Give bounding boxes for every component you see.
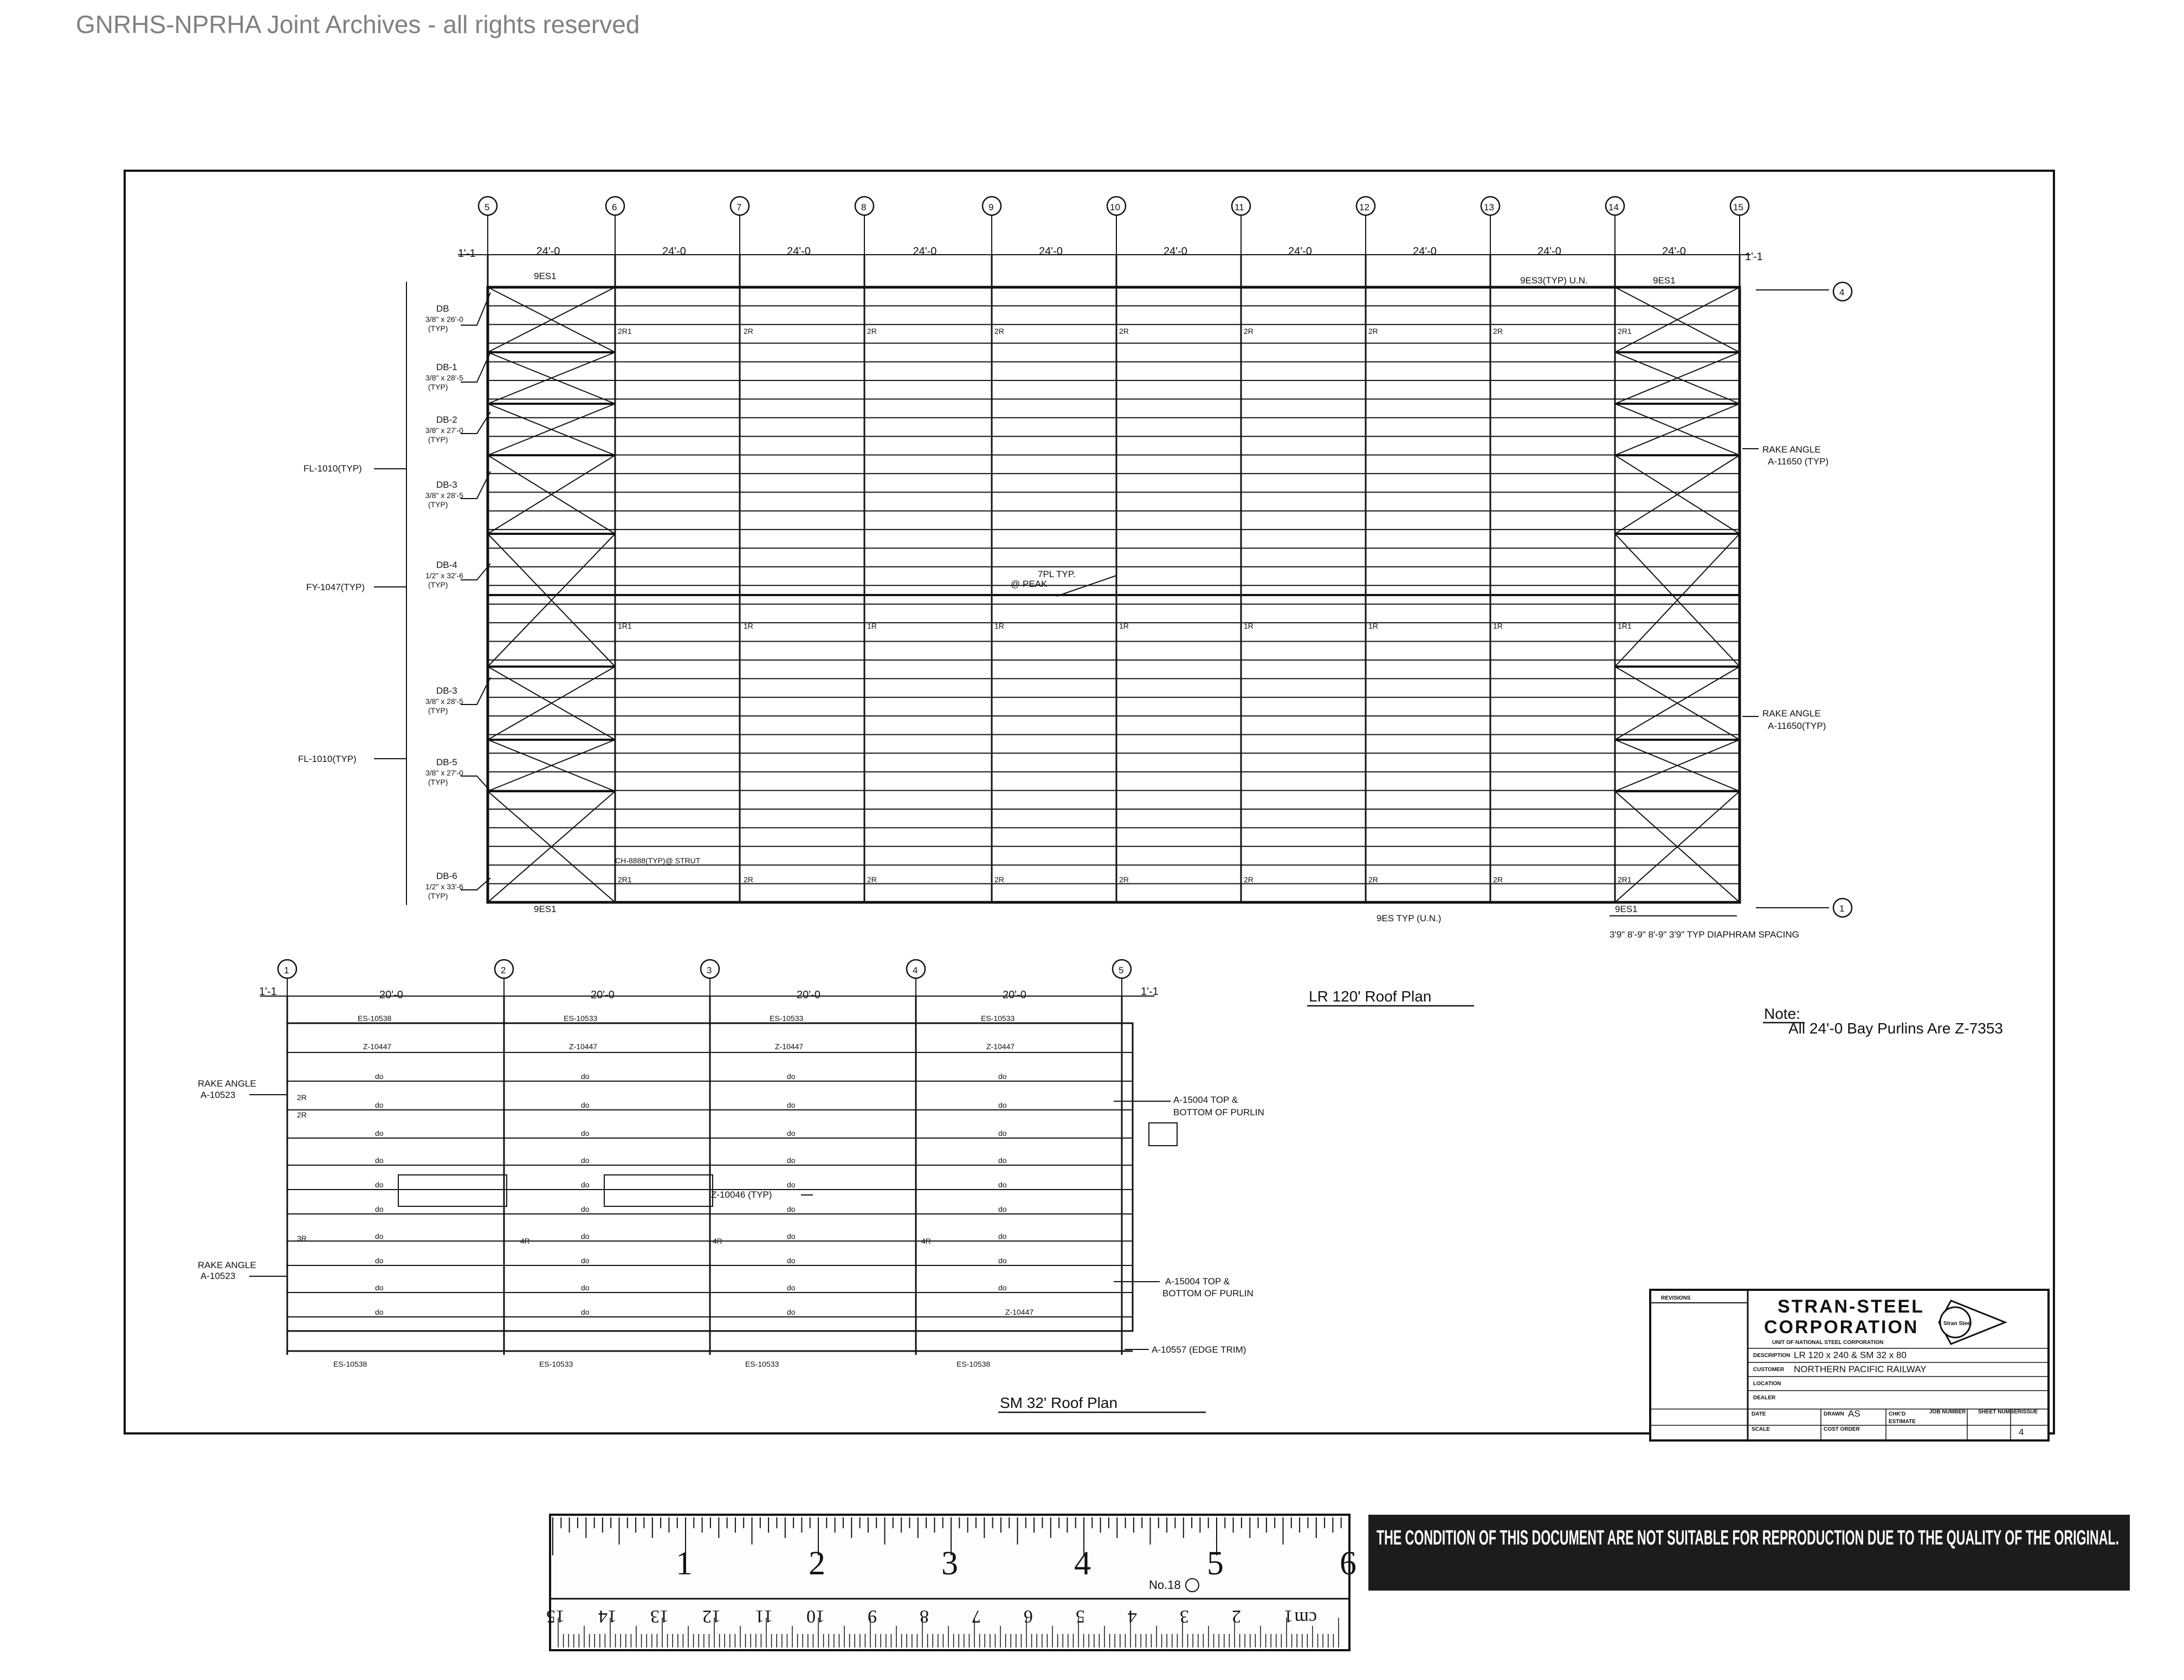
sm-top-note-1: A-15004 TOP & xyxy=(1173,1095,1238,1105)
bottom-row-label: 2R xyxy=(1368,875,1378,884)
sm-ditto: do xyxy=(787,1180,796,1189)
ruler-cm-label: 1 xyxy=(1284,1606,1293,1626)
grid-label-15: 15 xyxy=(1733,202,1743,212)
tb-est-label: ESTIMATE xyxy=(1889,1419,1916,1425)
sm-ditto: do xyxy=(375,1283,384,1292)
sm-ditto: do xyxy=(581,1156,590,1165)
grid-label-12: 12 xyxy=(1359,202,1369,212)
sm-bot-note-1: A-15004 TOP & xyxy=(1165,1276,1230,1287)
ruler-cm-label: 15 xyxy=(546,1606,565,1626)
logo-text: Stran Steel xyxy=(1943,1321,1972,1327)
ruler-inch-label: 1 xyxy=(676,1545,693,1582)
ruler-cm-label: 12 xyxy=(702,1606,721,1626)
top-row-label: 2R xyxy=(867,327,877,335)
lr-9es1-left: 9ES1 xyxy=(534,271,557,281)
title-block xyxy=(1650,1290,2049,1440)
grid-label-13: 13 xyxy=(1484,202,1494,212)
sm-ditto: do xyxy=(787,1129,796,1138)
ruler-inch-label: 5 xyxy=(1207,1545,1224,1582)
db2-size: 3/8" x 27'-0 xyxy=(425,426,463,435)
sm-plan-title: SM 32' Roof Plan xyxy=(1000,1394,1118,1411)
sm-grid-label-3: 3 xyxy=(707,965,712,975)
sm-ditto: do xyxy=(581,1180,590,1189)
top-row-label: 2R xyxy=(744,327,753,335)
scale-ruler xyxy=(546,1515,1356,1650)
lr-frame-lines xyxy=(488,255,1740,902)
tb-sheet: 4 xyxy=(2019,1427,2024,1437)
ruler-cm-label: 4 xyxy=(1128,1606,1137,1626)
sm-ditto: do xyxy=(375,1101,384,1109)
ruler-cm-label: 13 xyxy=(650,1606,669,1626)
tb-subtitle: UNIT OF NATIONAL STEEL CORPORATION xyxy=(1772,1340,1884,1346)
sm-ditto: do xyxy=(998,1072,1007,1081)
sm-bottom-eave-label: ES-10538 xyxy=(333,1360,367,1368)
db2-name: DB-2 xyxy=(436,415,457,425)
sm-edge-trim: A-10557 (EDGE TRIM) xyxy=(1152,1345,1246,1355)
db6-name: DB-6 xyxy=(436,871,457,881)
ruler-inch-label: 6 xyxy=(1340,1545,1356,1582)
bay-dim: 24'-0 xyxy=(1537,245,1561,257)
lr-9es1-bottom-right: 9ES1 xyxy=(1615,904,1638,914)
db3-name: DB-3 xyxy=(436,480,457,490)
sm-bottom-eave-label: ES-10533 xyxy=(539,1360,573,1368)
db-name: DB xyxy=(436,303,449,314)
tb-dealer-label: DEALER xyxy=(1753,1395,1776,1401)
rake-lower-2: A-11650(TYP) xyxy=(1768,721,1826,731)
db6-typ: (TYP) xyxy=(428,891,448,900)
sm-ditto: do xyxy=(375,1129,384,1138)
ruler-inch-label: 4 xyxy=(1074,1545,1091,1582)
sm-ditto: do xyxy=(787,1232,796,1240)
db-size: 3/8" x 26'-0 xyxy=(425,315,463,324)
sm-ditto: do xyxy=(375,1156,384,1165)
sm-ditto: do xyxy=(998,1283,1007,1292)
tb-desc-label: DESCRIPTION xyxy=(1753,1353,1791,1359)
bay-dim: 24'-0 xyxy=(1164,245,1187,257)
sm-ditto: do xyxy=(581,1101,590,1109)
db3b-name: DB-3 xyxy=(436,686,457,696)
sm-grid-label-2: 2 xyxy=(501,965,506,975)
notice-text: THE CONDITION OF THIS DOCUMENT ARE NOT SUITABLE FOR REPRODUCTION DUE TO THE QUALITY OF THE ORIGINAL. xyxy=(1377,1527,2119,1549)
bay-dim: 24'-0 xyxy=(787,245,811,257)
top-row-label: 2R1 xyxy=(1618,327,1632,335)
top-row-label: 2R xyxy=(1119,327,1129,335)
grid-label-8: 8 xyxy=(861,202,867,212)
sm-bay-row-label: 4R xyxy=(713,1237,722,1245)
sm-ditto: do xyxy=(581,1308,590,1316)
db4-size: 1/2" x 32'-6 xyxy=(425,571,463,580)
sm-bay-dim: 20'-0 xyxy=(797,989,820,1001)
db-typ: (TYP) xyxy=(428,324,448,333)
mid-row-label: 1R xyxy=(744,622,753,630)
sm-ditto: do xyxy=(787,1156,796,1165)
top-row-label: 2R xyxy=(1368,327,1378,335)
sm-rake-a-2: A-10523 xyxy=(201,1090,236,1100)
lr-peak-note-1: 7PL TYP. xyxy=(1038,569,1076,579)
db5-typ: (TYP) xyxy=(428,778,448,786)
lr-strut-note: CH-8888(TYP)@ STRUT xyxy=(615,856,701,865)
top-row-label: 2R xyxy=(994,327,1004,335)
db6-size: 1/2" x 33'-6 xyxy=(425,882,463,891)
sm-bay-dim: 20'-0 xyxy=(591,989,615,1001)
mid-row-label: 1R1 xyxy=(618,622,632,630)
lr-end-dim-left: 1'-1 xyxy=(458,248,476,260)
bottom-row-label: 2R xyxy=(994,875,1004,884)
sm-top-eave-label: ES-10533 xyxy=(564,1014,598,1023)
db4-typ: (TYP) xyxy=(428,580,448,589)
sm-bay-row-label: 4R xyxy=(921,1237,931,1245)
lr-diagonal-brace-labels xyxy=(425,303,463,900)
top-row-label: 2R1 xyxy=(618,327,632,335)
db1-name: DB-1 xyxy=(436,362,457,372)
db1-size: 3/8" x 28'-5 xyxy=(425,373,463,382)
sm-ditto: do xyxy=(787,1101,796,1109)
sm-purlin-label: Z-10447 xyxy=(775,1042,804,1051)
sm-purlin-label: Z-10447 xyxy=(569,1042,598,1051)
bay-dim: 24'-0 xyxy=(1413,245,1437,257)
bottom-row-label: 2R xyxy=(1119,875,1129,884)
sm-top-eave-label: ES-10538 xyxy=(358,1014,392,1023)
db3b-typ: (TYP) xyxy=(428,706,448,715)
diaphragm-spacing: 3'9" 8'-9" 8'-9" 3'9" TYP DIAPHRAM SPACING xyxy=(1610,929,1799,940)
sm-r-label-3: 3R xyxy=(297,1234,307,1243)
sm-top-eave-label: ES-10533 xyxy=(981,1014,1015,1023)
tb-chkd-label: CHK'D xyxy=(1889,1411,1906,1417)
fl-upper-label: FL-1010(TYP) xyxy=(303,463,362,474)
sheet-border xyxy=(125,171,2054,1433)
sm-end-dim-left: 1'-1 xyxy=(259,986,277,998)
db3b-size: 3/8" x 28'-5 xyxy=(425,697,463,706)
sm-ditto: do xyxy=(998,1129,1007,1138)
rake-upper-2: A-11650 (TYP) xyxy=(1768,456,1829,467)
tb-scale-label: SCALE xyxy=(1752,1426,1770,1432)
tb-drawn: AS xyxy=(1848,1408,1860,1419)
lr-grid-bubbles xyxy=(479,197,1749,884)
sm-ditto: do xyxy=(375,1232,384,1240)
mid-row-label: 1R xyxy=(1368,622,1378,630)
sm-bottom-eave-label: ES-10533 xyxy=(745,1360,779,1368)
sm-ditto: do xyxy=(998,1180,1007,1189)
sm-ditto: do xyxy=(998,1256,1007,1265)
rake-lower-1: RAKE ANGLE xyxy=(1762,708,1821,719)
lr-9es1-bottom: 9ES1 xyxy=(534,904,557,914)
sm-ditto: do xyxy=(998,1232,1007,1240)
sm-ditto: do xyxy=(581,1072,590,1081)
sm-ditto: do xyxy=(375,1205,384,1213)
sm-ditto: do xyxy=(375,1072,384,1081)
grid-label-7: 7 xyxy=(736,202,742,212)
sm-ditto: do xyxy=(787,1256,796,1265)
tb-loc-label: LOCATION xyxy=(1753,1381,1781,1387)
ruler-cm-label: 9 xyxy=(868,1606,877,1626)
ruler-inch-label: 3 xyxy=(941,1545,958,1582)
sm-ditto: do xyxy=(998,1205,1007,1213)
sm-ditto: do xyxy=(787,1283,796,1292)
sm-rake-a-1: RAKE ANGLE xyxy=(198,1078,256,1089)
sm-ditto: do xyxy=(998,1156,1007,1165)
sm-grid-label-1: 1 xyxy=(284,965,289,975)
purlin-note xyxy=(1763,1005,2003,1037)
ruler-cm-label: 6 xyxy=(1024,1606,1033,1626)
db3-typ: (TYP) xyxy=(428,500,448,509)
lr-peak-note-2: @ PEAK xyxy=(1011,579,1048,589)
bay-dim: 24'-0 xyxy=(536,245,560,257)
lr-grid-row-4: 4 xyxy=(1839,287,1845,298)
grid-label-9: 9 xyxy=(988,202,994,212)
tb-cust: NORTHERN PACIFIC RAILWAY xyxy=(1794,1364,1927,1374)
sm-ditto: do xyxy=(375,1256,384,1265)
mid-row-label: 1R xyxy=(1493,622,1503,630)
bay-dim: 24'-0 xyxy=(1039,245,1063,257)
sm-r-label-1: 2R xyxy=(297,1093,307,1102)
sm-ditto: do xyxy=(581,1256,590,1265)
sm-ditto: do xyxy=(375,1308,384,1316)
mid-row-label: 1R xyxy=(994,622,1004,630)
sm-ditto: do xyxy=(787,1205,796,1213)
bottom-row-label: 2R xyxy=(1493,875,1503,884)
db1-typ: (TYP) xyxy=(428,383,448,391)
bottom-row-label: 2R1 xyxy=(1618,875,1632,884)
sm-ditto: do xyxy=(581,1232,590,1240)
tb-company-2: CORPORATION xyxy=(1764,1317,1919,1337)
db4-name: DB-4 xyxy=(436,560,457,570)
sm-bottom-eave-label: ES-10538 xyxy=(957,1360,991,1368)
tb-issue-label: ISSUE xyxy=(2021,1409,2038,1415)
bay-dim: 24'-0 xyxy=(1288,245,1312,257)
ruler-model: No.18 xyxy=(1149,1578,1181,1592)
tb-desc: LR 120 x 240 & SM 32 x 80 xyxy=(1794,1350,1907,1360)
bottom-row-label: 2R xyxy=(1244,875,1253,884)
lr-roof-plan xyxy=(298,197,1852,1006)
sm-rake-b-1: RAKE ANGLE xyxy=(198,1260,256,1270)
sm-purlin-labels xyxy=(333,1014,1033,1368)
grid-label-10: 10 xyxy=(1110,202,1120,212)
db5-name: DB-5 xyxy=(436,757,457,767)
grid-label-11: 11 xyxy=(1235,202,1244,212)
db2-typ: (TYP) xyxy=(428,435,448,444)
sm-bay-dim: 20'-0 xyxy=(1003,989,1026,1001)
fy-label: FY-1047(TYP) xyxy=(306,582,365,592)
grid-label-6: 6 xyxy=(612,202,617,212)
bottom-row-label: 2R1 xyxy=(618,875,632,884)
fl-lower-label: FL-1010(TYP) xyxy=(298,754,357,764)
sm-ditto: do xyxy=(581,1205,590,1213)
top-row-label: 2R xyxy=(1493,327,1503,335)
tb-cust-label: CUSTOMER xyxy=(1753,1367,1785,1373)
lr-9es-typ: 9ES TYP (U.N.) xyxy=(1377,913,1442,923)
sm-ditto: do xyxy=(581,1129,590,1138)
sm-purlin-label: Z-10447 xyxy=(363,1042,392,1051)
sm-ditto: do xyxy=(998,1101,1007,1109)
tb-sheet-label: SHEET NUMBER xyxy=(1978,1409,2022,1415)
bottom-row-label: 2R xyxy=(867,875,877,884)
sm-purlin-last: Z-10447 xyxy=(1005,1308,1034,1316)
ruler-cm-label: 11 xyxy=(755,1606,773,1626)
sm-purlin-label: Z-10447 xyxy=(986,1042,1015,1051)
sm-top-note-2: BOTTOM OF PURLIN xyxy=(1173,1107,1264,1117)
sm-rake-b-2: A-10523 xyxy=(201,1271,236,1281)
sm-ditto: do xyxy=(375,1180,384,1189)
tb-company: STRAN-STEEL xyxy=(1778,1296,1924,1317)
ruler-cm-label: 7 xyxy=(972,1606,981,1626)
sm-roof-plan xyxy=(198,960,1264,1412)
sm-bay-dim: 20'-0 xyxy=(379,989,403,1001)
db3-size: 3/8" x 28'-5 xyxy=(425,491,463,500)
bay-dim: 24'-0 xyxy=(913,245,937,257)
lr-purlins xyxy=(488,306,1740,883)
bottom-row-label: 2R xyxy=(744,875,753,884)
bay-dim: 24'-0 xyxy=(1662,245,1686,257)
rake-upper-1: RAKE ANGLE xyxy=(1762,444,1821,455)
lr-grid-row-1: 1 xyxy=(1839,903,1845,914)
grid-label-14: 14 xyxy=(1608,202,1619,212)
tb-date-label: DATE xyxy=(1752,1411,1766,1417)
grid-label-5: 5 xyxy=(484,202,490,212)
ruler-cm-label: 5 xyxy=(1076,1606,1085,1626)
tb-drawn-label: DRAWN xyxy=(1824,1411,1844,1417)
ruler-cm-label: 14 xyxy=(598,1606,617,1626)
sm-ditto: do xyxy=(581,1283,590,1292)
note-text: All 24'-0 Bay Purlins Are Z-7353 xyxy=(1788,1020,2003,1037)
ruler-cm-label: 3 xyxy=(1180,1606,1189,1626)
archive-watermark: GNRHS-NPRHA Joint Archives - all rights reserved xyxy=(76,10,640,38)
sm-end-dim-right: 1'-1 xyxy=(1141,986,1159,998)
ruler-cm-label: 10 xyxy=(806,1606,825,1626)
sm-grid-label-5: 5 xyxy=(1119,965,1124,975)
note-heading: Note: xyxy=(1764,1005,1800,1022)
tb-cost-label: COST ORDER xyxy=(1824,1426,1860,1432)
sm-bot-note-2: BOTTOM OF PURLIN xyxy=(1162,1288,1253,1298)
lr-9es3-label: 9ES3(TYP) U.N. xyxy=(1520,275,1588,286)
mid-row-label: 1R1 xyxy=(1618,622,1632,630)
tb-job-label: JOB NUMBER xyxy=(1929,1409,1966,1415)
tb-revisions: REVISIONS xyxy=(1661,1295,1691,1301)
db5-size: 3/8" x 27'-0 xyxy=(425,768,463,777)
mid-row-label: 1R xyxy=(1119,622,1129,630)
top-row-label: 2R xyxy=(1244,327,1253,335)
sm-top-eave-label: ES-10533 xyxy=(770,1014,804,1023)
mid-row-label: 1R xyxy=(1244,622,1253,630)
lr-9es1-right: 9ES1 xyxy=(1653,275,1676,286)
ruler-cm-label: 8 xyxy=(920,1606,929,1626)
sm-z-typ: Z-10046 (TYP) xyxy=(711,1190,772,1200)
bay-dim: 24'-0 xyxy=(662,245,686,257)
sm-grid-bubbles xyxy=(278,960,1131,1001)
sm-ditto: do xyxy=(787,1072,796,1081)
ruler-inch-label: 2 xyxy=(809,1545,825,1582)
sm-r-label-2: 2R xyxy=(297,1110,307,1119)
ruler-cm-label: 2 xyxy=(1232,1606,1241,1626)
lr-end-dim-right: 1'-1 xyxy=(1745,251,1763,263)
reproduction-notice xyxy=(1368,1515,2130,1591)
sm-bay-row-label: 4R xyxy=(520,1237,530,1245)
ruler-cm-unit: cm xyxy=(1294,1608,1317,1628)
mid-row-label: 1R xyxy=(867,622,877,630)
sm-ditto: do xyxy=(787,1308,796,1316)
lr-plan-title: LR 120' Roof Plan xyxy=(1309,988,1432,1005)
sm-grid-label-4: 4 xyxy=(913,965,918,975)
